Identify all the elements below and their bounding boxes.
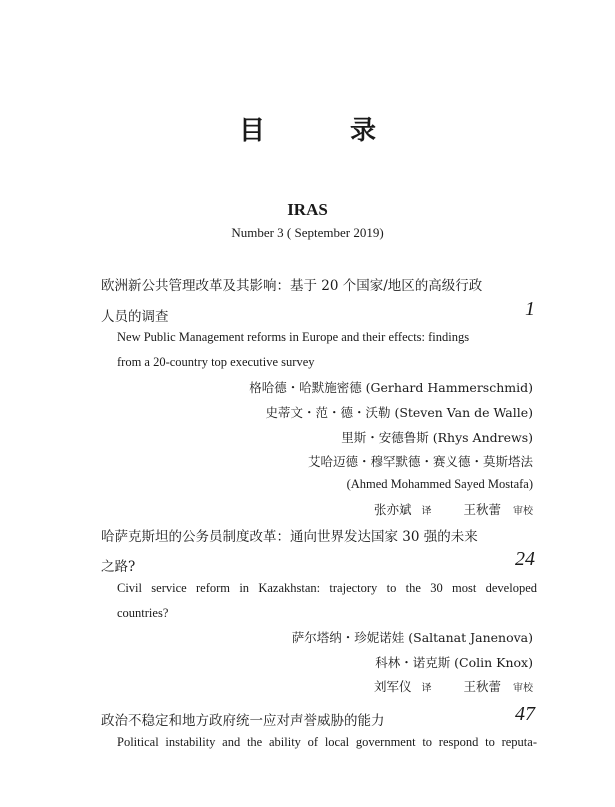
article-2-en-title-line2: countries? [117,606,169,620]
article-1-en-title-line2: from a 20-country top executive survey [117,355,315,369]
article-2-en-title-line1: Civil service reform in Kazakhstan: trajectory to the 30 most developed [117,581,537,595]
article-2-author-2: 科林・诺克斯 (Colin Knox) [375,655,533,670]
translator-role: 译 [421,683,432,694]
article-2-author-1: 萨尔塔纳・珍妮诺娃 (Saltanat Janenova) [291,630,533,645]
issue-info: Number 3 ( September 2019) [231,225,384,240]
article-3-en-title-line1: Political instability and the ability of local government to respond to reputa- [117,735,537,749]
article-1-en-title-line1: New Public Management reforms in Europe and their effects: findings [117,330,470,344]
page-title: 目 录 [238,116,415,146]
reviewer-role: 审校 [513,506,533,517]
article-1-author-3: 里斯・安德鲁斯 (Rhys Andrews) [341,430,533,445]
translator-role: 译 [421,506,432,517]
article-1-page-number[interactable]: 1 [525,298,535,320]
article-2-zh-title-line2[interactable]: 之路? [101,559,136,575]
article-2-page-number[interactable]: 24 [515,548,535,570]
translator-name: 张亦斌 [374,502,412,517]
article-3-page-number[interactable]: 47 [515,703,535,725]
journal-name: IRAS [287,200,328,219]
article-1-author-2: 史蒂文・范・德・沃勒 (Steven Van de Walle) [265,405,533,420]
article-2-zh-title-line1[interactable]: 哈萨克斯坦的公务员制度改革：通向世界发达国家 30 强的未来 [101,529,478,545]
reviewer-name: 王秋蕾 [463,679,502,694]
reviewer-role: 审校 [513,683,533,694]
article-1-credits [374,500,533,518]
article-1-zh-title-line1[interactable]: 欧洲新公共管理改革及其影响：基于 20 个国家/地区的高级行政 [101,278,483,294]
article-3-zh-title-line1[interactable]: 政治不稳定和地方政府统一应对声誉威胁的能力 [101,713,385,729]
article-1-zh-title-line2[interactable]: 人员的调查 [101,309,169,325]
reviewer-name: 王秋蕾 [463,502,502,517]
article-1-author-1: 格哈德・哈默施密德 (Gerhard Hammerschmid) [249,380,533,395]
article-1-author-4-en: (Ahmed Mohammed Sayed Mostafa) [346,477,533,491]
article-2-credits [374,677,533,695]
translator-name: 刘军仪 [374,679,412,694]
article-1-author-4: 艾哈迈德・穆罕默德・赛义德・莫斯塔法 [307,454,533,469]
